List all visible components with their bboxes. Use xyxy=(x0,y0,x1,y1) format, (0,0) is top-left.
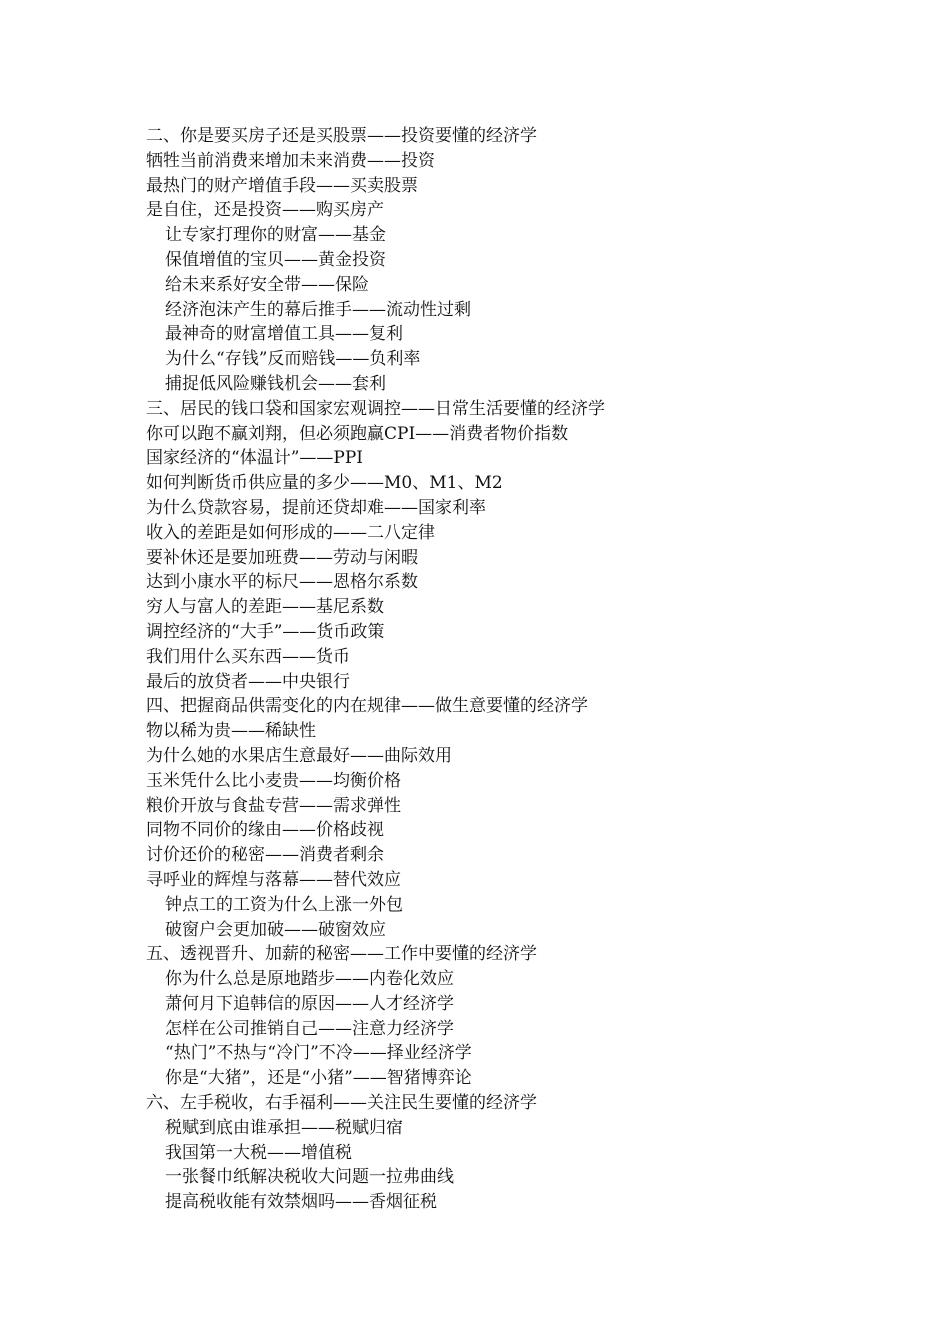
toc-item: 物以稀为贵——稀缺性 xyxy=(146,721,316,742)
toc-item: 玉米凭什么比小麦贵——均衡价格 xyxy=(146,770,401,791)
toc-item: 是自住，还是投资——购买房产 xyxy=(146,200,384,221)
toc-subitem: 给未来系好安全带——保险 xyxy=(165,274,369,295)
toc-item: 最热门的财产增值手段——买卖股票 xyxy=(146,175,418,196)
toc-item: 收入的差距是如何形成的——二八定律 xyxy=(146,522,435,543)
toc-item: 穷人与富人的差距——基尼系数 xyxy=(146,597,384,618)
toc-item: 你可以跑不赢刘翔，但必须跑赢CPI——消费者物价指数 xyxy=(146,423,569,444)
toc-subitem: 税赋到底由谁承担——税赋归宿 xyxy=(165,1117,403,1138)
toc-subitem: 保值增值的宝贝——黄金投资 xyxy=(165,249,386,270)
toc-item: 调控经济的“大手”——货币政策 xyxy=(146,621,385,642)
toc-item: 我们用什么买东西——货币 xyxy=(146,646,350,667)
toc-item: 讨价还价的秘密——消费者剩余 xyxy=(146,845,384,866)
toc-item: 达到小康水平的标尺——恩格尔系数 xyxy=(146,572,418,593)
toc-item: 如何判断货币供应量的多少——M0、M1、M2 xyxy=(146,473,503,494)
toc-subitem: 提高税收能有效禁烟吗——香烟征税 xyxy=(165,1192,437,1213)
toc-item: 粮价开放与食盐专营——需求弹性 xyxy=(146,795,401,816)
toc-item: 为什么贷款容易，提前还贷却难——国家利率 xyxy=(146,497,486,518)
toc-subitem: 我国第一大税——增值税 xyxy=(165,1142,352,1163)
toc-subitem: 钟点工的工资为什么上涨一外包 xyxy=(165,894,403,915)
toc-item: 五、透视晋升、加薪的秘密——工作中要懂的经济学 xyxy=(146,944,537,965)
toc-subitem: 你是“大猪”，还是“小猪”——智猪博弈论 xyxy=(165,1068,472,1089)
toc-item: 最后的放贷者——中央银行 xyxy=(146,671,350,692)
toc-item: 同物不同价的缘由——价格歧视 xyxy=(146,820,384,841)
toc-subitem: 你为什么总是原地踏步——内卷化效应 xyxy=(165,969,454,990)
toc-item: 牺牲当前消费来增加未来消费——投资 xyxy=(146,150,435,171)
toc-item: 二、你是要买房子还是买股票——投资要懂的经济学 xyxy=(146,126,537,146)
toc-subitem: 萧何月下追韩信的原因——人才经济学 xyxy=(165,993,454,1014)
table-of-contents xyxy=(146,124,605,1215)
toc-item: 为什么她的水果店生意最好——曲际效用 xyxy=(146,745,452,766)
toc-subitem: 让专家打理你的财富——基金 xyxy=(165,225,386,246)
toc-subitem: 为什么“存钱”反而赔钱——负利率 xyxy=(165,349,421,370)
toc-item: 要补休还是要加班费——劳动与闲暇 xyxy=(146,547,418,568)
toc-subitem: 捕捉低风险赚钱机会——套利 xyxy=(165,373,386,394)
toc-subitem: 经济泡沫产生的幕后推手——流动性过剩 xyxy=(165,299,471,320)
toc-item: 六、左手税收，右手福利——关注民生要懂的经济学 xyxy=(146,1093,537,1114)
toc-item: 寻呼业的辉煌与落幕——替代效应 xyxy=(146,869,401,890)
toc-subitem: “热门”不热与“冷门”不冷——择业经济学 xyxy=(165,1043,472,1064)
toc-subitem: 一张餐巾纸解决税收大问题一拉弗曲线 xyxy=(165,1167,454,1188)
toc-item: 四、把握商品供需变化的内在规律——做生意要懂的经济学 xyxy=(146,696,588,717)
toc-subitem: 怎样在公司推销自己——注意力经济学 xyxy=(165,1018,454,1039)
toc-subitem: 破窗户会更加破——破窗效应 xyxy=(165,919,386,940)
toc-subitem: 最神奇的财富增值工具——复利 xyxy=(165,324,403,345)
toc-item: 三、居民的钱口袋和国家宏观调控——日常生活要懂的经济学 xyxy=(146,398,605,419)
toc-item: 国家经济的“体温计”——PPI xyxy=(146,448,363,469)
